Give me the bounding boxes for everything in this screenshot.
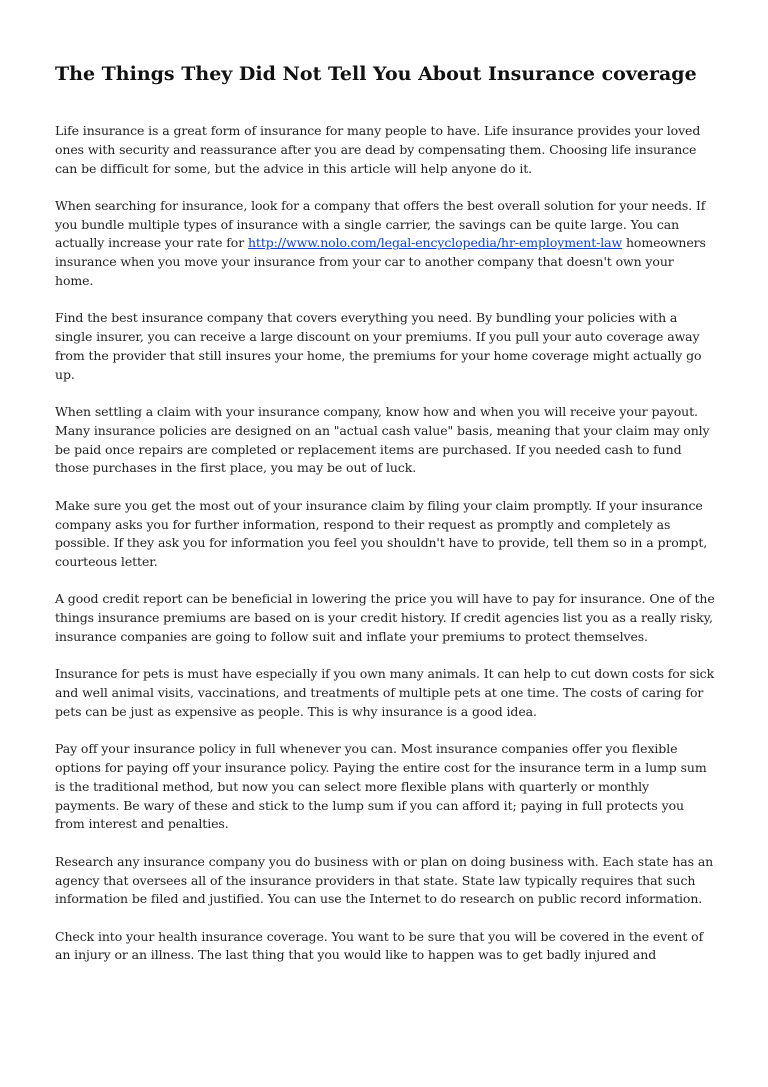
paragraph-pay-in-full: Pay off your insurance policy in full whenever you can. Most insurance companies offer you flexible options for paying off your insurance policy. Paying the entire cost for the insurance term in a lump sum is the traditional method, but now you can select more flexible plans with quarterly or monthly payments. Be wary of these and stick to the lump sum if you can afford it; paying in full protects you from interest and penalties. [55, 741, 707, 832]
document-page [55, 60, 715, 984]
paragraph-life-insurance-intro: Life insurance is a great form of insurance for many people to have. Life insurance provides your loved ones with security and reassurance after you are dead by compensating them. Choosing life insurance can be difficult for some, but the advice in this article will help anyone do it. [55, 123, 701, 176]
document-body [55, 122, 715, 965]
paragraph-best-company: Find the best insurance company that covers everything you need. By bundling your policies with a single insurer, you can receive a large discount on your premiums. If you pull your auto coverage away from the provider that still insures your home, the premiums for your home coverage might actually go up. [55, 310, 702, 382]
paragraph-text-after-link: homeowners insurance when you move your insurance from your car to another company that doesn't own your home. [55, 235, 706, 289]
nolo-employment-law-link[interactable]: http://www.nolo.com/legal-encyclopedia/hr-employment-law [247, 235, 623, 251]
paragraph-settling-claim: When settling a claim with your insurance company, know how and when you will receive your payout. Many insurance policies are designed on an "actual cash value" basis, meaning that your claim may only be paid once repairs are completed or replacement items are purchased. If you needed cash to fund those purchases in the first place, you may be out of luck. [55, 404, 710, 476]
paragraph-research-company: Research any insurance company you do business with or plan on doing business with. Each state has an agency that oversees all of the insurance providers in that state. State law typically requires that such information be filed and justified. You can use the Internet to do research on public record information. [55, 853, 714, 907]
paragraph-searching-insurance [55, 197, 715, 291]
paragraph-health-coverage: Check into your health insurance coverage. You want to be sure that you will be covered in the event of an injury or an illness. The last thing that you would like to happen was to get badly injured and [55, 928, 704, 963]
document-title: The Things They Did Not Tell You About Insurance coverage [55, 63, 697, 85]
paragraph-text-before-link: When searching for insurance, look for a company that offers the best overall solution for your needs. If you bundle multiple types of insurance with a single carrier, the savings can be quite large. You can actually increase your rate for [55, 197, 706, 251]
paragraph-filing-claim: Make sure you get the most out of your insurance claim by filing your claim promptly. If your insurance company asks you for further information, respond to their request as promptly and completely as possible. If they ask you for information you feel you shouldn't have to provide, tell them so in a prompt, courteous letter. [55, 497, 708, 570]
paragraph-pet-insurance: Insurance for pets is must have especially if you own many animals. It can help to cut down costs for sick and well animal visits, vaccinations, and treatments of multiple pets at one time. The costs of caring for pets can be just as expensive as people. This is why insurance is a good idea. [55, 666, 715, 719]
paragraph-credit-report: A good credit report can be beneficial in lowering the price you will have to pay for insurance. One of the things insurance premiums are based on is your credit history. If credit agencies list you as a really risky, insurance companies are going to follow suit and inflate your premiums to protect themselves. [55, 591, 715, 645]
